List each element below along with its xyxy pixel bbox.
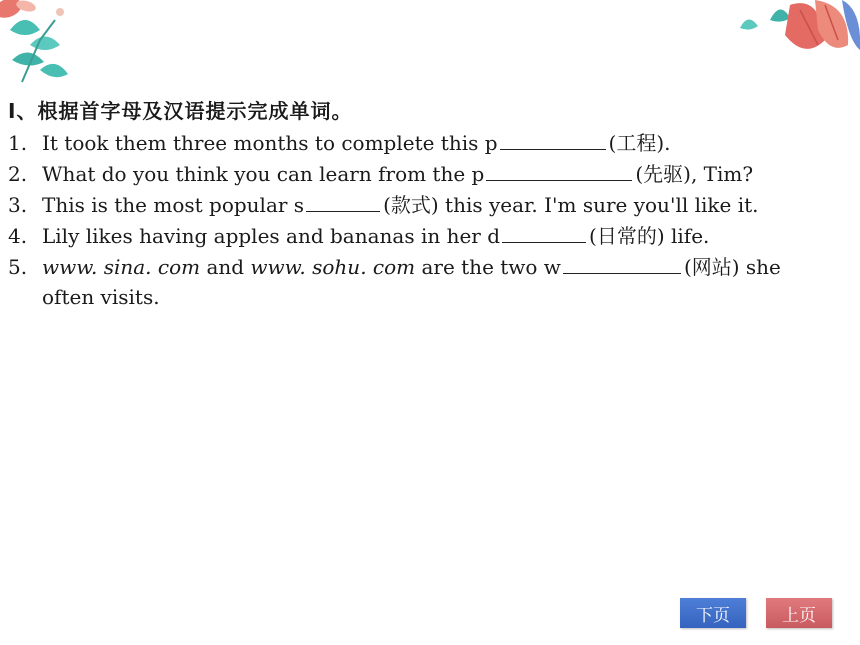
exercise-content: [8, 96, 848, 311]
answer-blank[interactable]: [306, 191, 380, 212]
question-text: It took them three months to complete this p: [42, 131, 498, 155]
chinese-hint: (款式): [383, 193, 439, 217]
question-number: 4.: [8, 224, 28, 248]
chinese-hint: (工程).: [608, 131, 671, 155]
website-url: www. sohu. com: [250, 255, 416, 279]
question-text-after: she: [739, 255, 781, 279]
question-text: and: [200, 255, 251, 279]
question-text-after: this year. I'm sure you'll like it.: [438, 193, 759, 217]
section-heading: Ⅰ、根据首字母及汉语提示完成单词。: [8, 99, 353, 123]
question-text-after: life.: [664, 224, 710, 248]
question-text-after: , Tim?: [690, 162, 754, 186]
question-text: are the two w: [415, 255, 561, 279]
question-number: 1.: [8, 131, 28, 155]
question-5: [8, 252, 848, 283]
question-5-continuation: often visits.: [42, 285, 160, 309]
flower-leaf-icon: [730, 0, 860, 70]
next-page-button[interactable]: 下页: [680, 598, 746, 628]
question-2: [8, 159, 848, 190]
answer-blank[interactable]: [563, 253, 681, 274]
leaf-cluster-icon: [0, 0, 80, 95]
question-number: 5.: [8, 255, 28, 279]
previous-page-button[interactable]: 上页: [766, 598, 832, 628]
question-text: This is the most popular s: [42, 193, 305, 217]
answer-blank[interactable]: [502, 222, 586, 243]
chinese-hint: (日常的): [589, 224, 665, 248]
chinese-hint: (网站): [683, 255, 740, 279]
question-text: Lily likes having apples and bananas in her d: [42, 224, 501, 248]
website-url: www. sina. com: [42, 255, 201, 279]
answer-blank[interactable]: [500, 129, 606, 150]
answer-blank[interactable]: [486, 160, 632, 181]
question-number: 3.: [8, 193, 28, 217]
chinese-hint: (先驱): [635, 162, 691, 186]
question-text: What do you think you can learn from the p: [42, 162, 485, 186]
question-number: 2.: [8, 162, 28, 186]
question-4: [8, 221, 848, 252]
question-1: [8, 128, 848, 159]
question-3: [8, 190, 848, 221]
